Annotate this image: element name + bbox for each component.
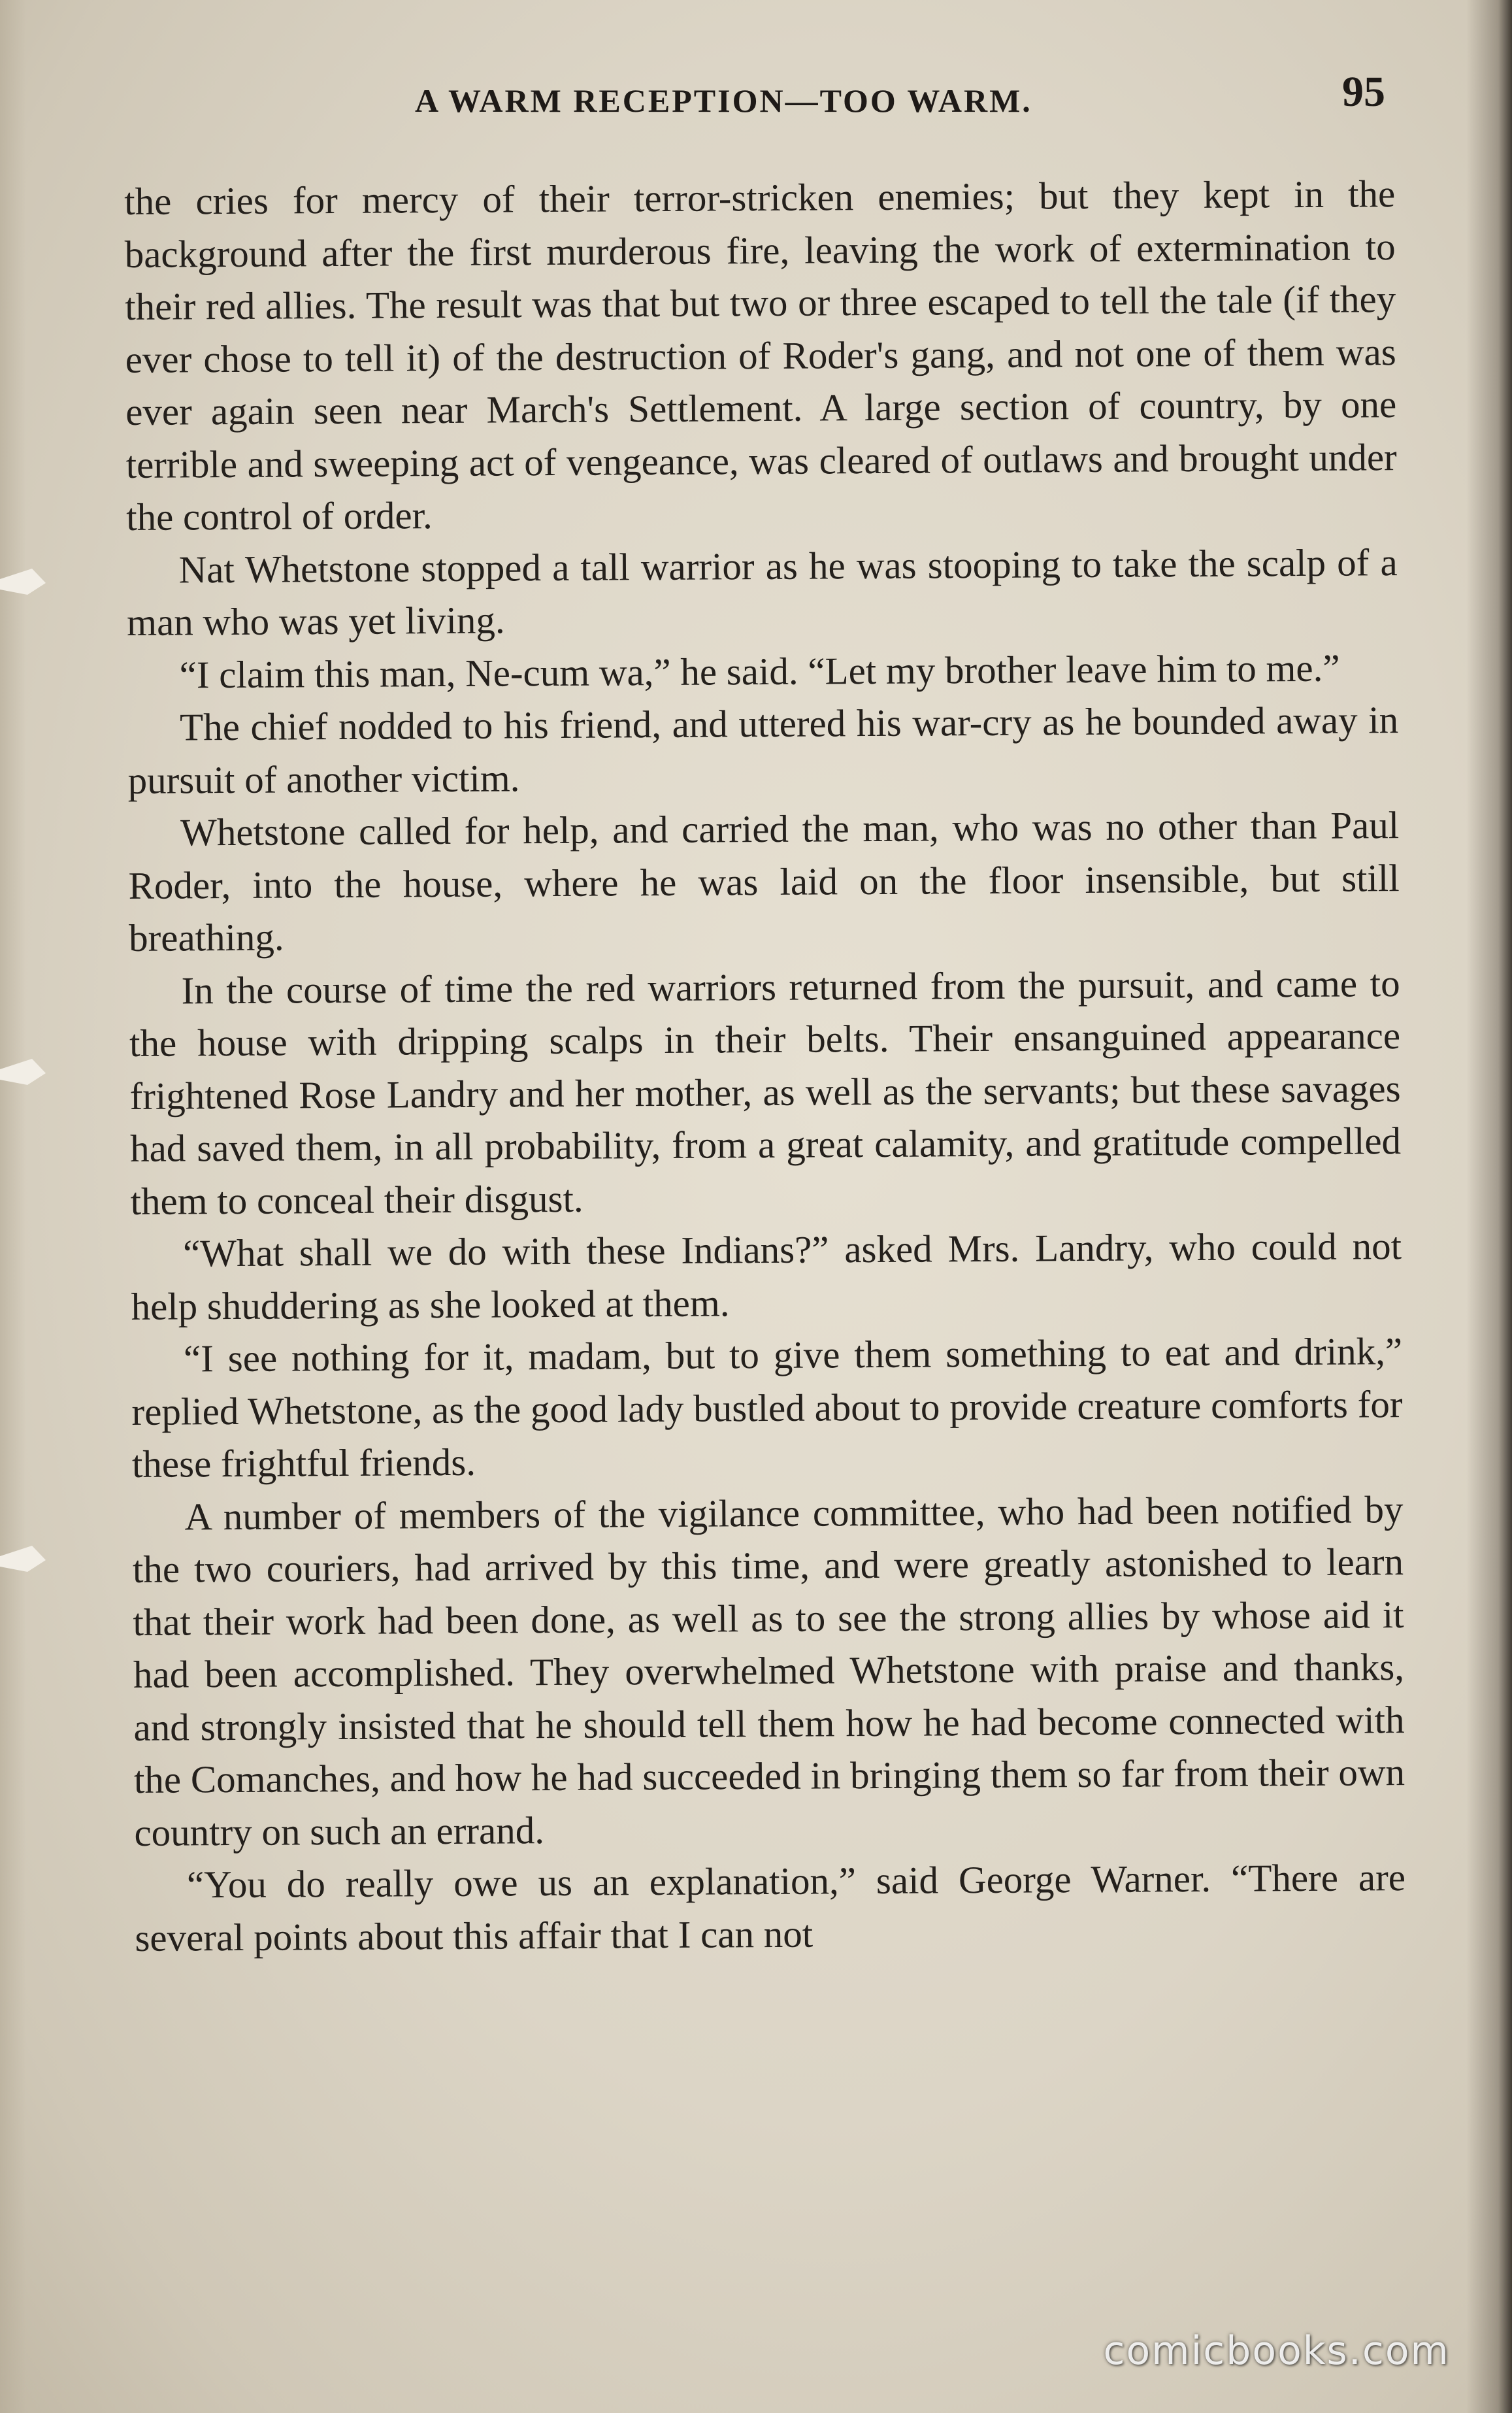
paragraph: Nat Whetstone stopped a tall warrior as he was stooping to take the scalp of a man who was yet living.	[126, 540, 1398, 644]
running-head: A WARM RECEPTION—TOO WARM.	[415, 82, 1032, 119]
paragraph: “You do really owe us an explanation,” said George Warner. “There are several points about this affair that I can not	[135, 1856, 1406, 1959]
paragraph: “I see nothing for it, madam, but to give them something to eat and drink,” replied Whetstone, as the good lady bustled about to provide creature comforts for these frightful friends.	[131, 1329, 1403, 1486]
body-text	[124, 167, 1406, 1964]
page-header	[131, 62, 1385, 134]
paragraph: In the course of time the red warriors returned from the pursuit, and came to the house with dripping scalps in their belts. Their ensanguined appearance frightened Rose Landry and her mother, as well as the servants; but these savages had saved them, in all probability, from a great calamity, and gratitude compelled them to conceal their disgust.	[129, 961, 1402, 1223]
paragraph: the cries for mercy of their terror-stricken enemies; but they kept in the background after the first murderous fire, leaving the work of extermination to their red allies. The result was that but two or three escaped to tell the tale (if they ever chose to tell it) of the destruction of Roder's gang, and not one of them was ever again seen near March's Settlement. A large section of country, by one terrible and sweeping act of vengeance, was cleared of outlaws and brought under the control of order.	[124, 172, 1397, 539]
watermark: comicbooks.com	[1103, 2328, 1450, 2374]
paragraph: “I claim this man, Ne-cum wa,” he said. “Let my brother leave him to me.”	[179, 646, 1340, 696]
page-gutter-shadow	[1466, 0, 1512, 2413]
paragraph: The chief nodded to his friend, and uttered his war-cry as he bounded away in pursuit of another victim.	[127, 698, 1399, 802]
paragraph: “What shall we do with these Indians?” asked Mrs. Landry, who could not help shuddering as she looked at them.	[131, 1224, 1402, 1328]
page-left-edge	[0, 0, 26, 2413]
paragraph: A number of members of the vigilance committee, who had been notified by the two couriers, had arrived by this time, and were greatly astonished to learn that their work had been done, as well as to see the strong allies by whose aid it had been accomplished. They overwhelmed Whetstone with praise and thanks, and strongly insisted that he should tell them how he had become connected with the Comanches, and how he had succeeded in bringing them so far from their own country on such an errand.	[132, 1487, 1405, 1854]
paragraph: Whetstone called for help, and carried the man, who was no other than Paul Roder, into the house, where he was laid on the floor insensible, but still breathing.	[128, 803, 1400, 959]
page-number: 95	[1342, 68, 1385, 116]
